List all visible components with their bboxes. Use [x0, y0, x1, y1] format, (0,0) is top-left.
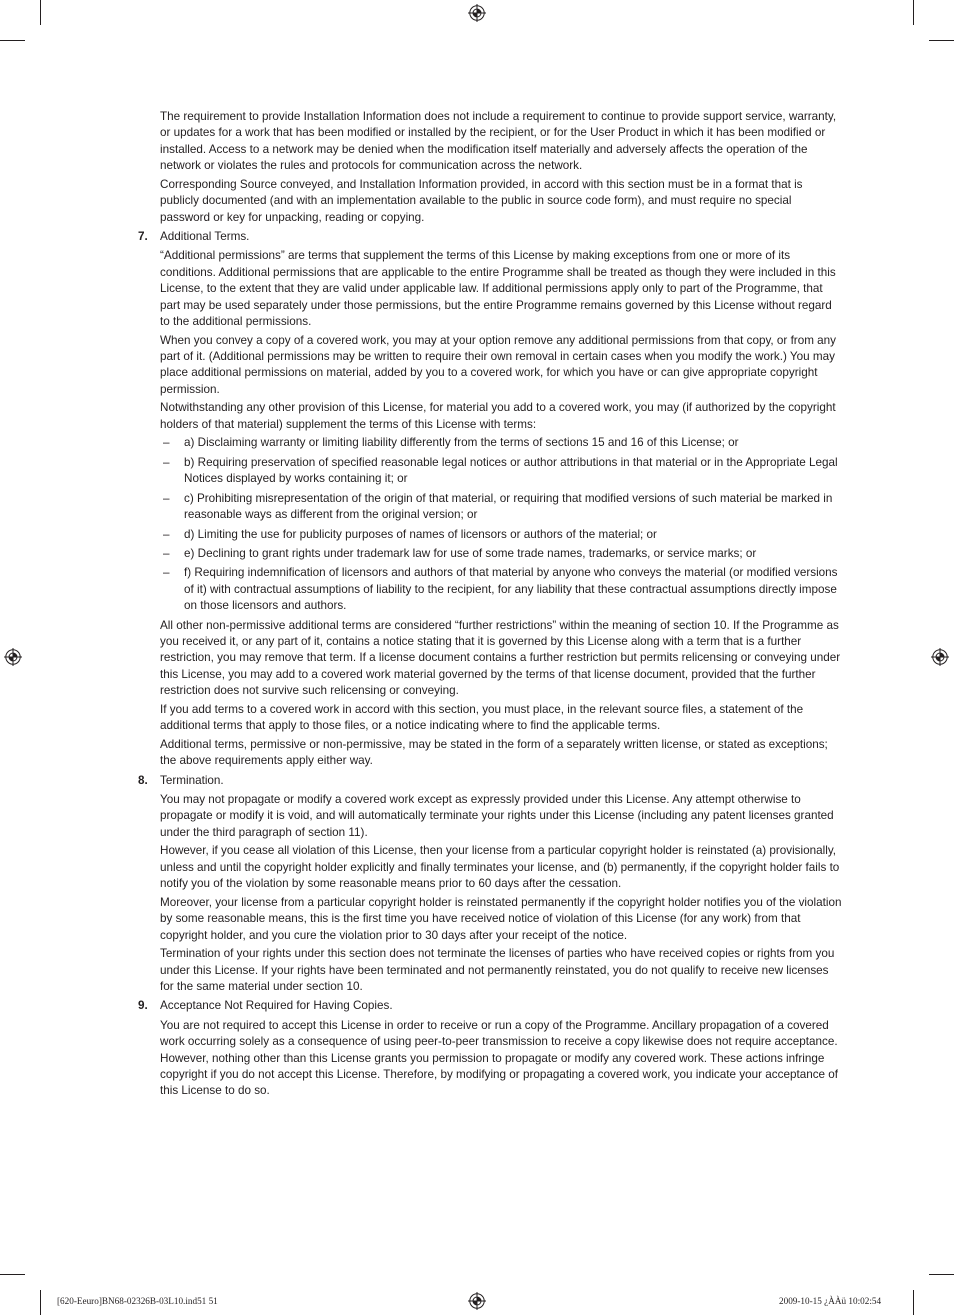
- section-7-paragraph: If you add terms to a covered work in accord with this section, you must place, in the relevant source files, a statement of the additional terms that apply to those files, or a notice indicating where to find the applicable terms.: [160, 702, 804, 733]
- registration-target-icon: [468, 4, 486, 22]
- crop-mark-bottom-left: [40, 1290, 41, 1315]
- registration-target-icon: [4, 648, 22, 666]
- section-8-paragraph: Termination of your rights under this section does not terminate the licenses of parties who have received copies or rights from you under this License. If your rights have been terminated and not permanently reinstated, you do not qualify to receive new licenses for the same material under section 10.: [160, 947, 835, 993]
- terms-list-item-text: d) Limiting the use for publicity purposes of names of licensors or authors of the material; or: [184, 527, 657, 541]
- crop-mark-bottom-left: [0, 1274, 25, 1275]
- section-number: 7.: [138, 230, 148, 244]
- terms-list-item-text: f) Requiring indemnification of licensors and authors of that material by anyone who conveys the material (or modified versions of it) with contractual assumptions of liability to the recipient, for any liability that these contractual assumptions directly impose on those licensors and authors.: [184, 566, 838, 613]
- section-8-paragraph: Moreover, your license from a particular copyright holder is reinstated permanently if the copyright holder notifies you of the violation by some reasonable means, this is the first time you have received notice of violation of this License (for any work) from that copyright holder, and you cure the violation prior to 30 days after your receipt of the notice.: [160, 895, 842, 942]
- terms-list-item-text: b) Requiring preservation of specified reasonable legal notices or author attributions in that material or in the Appropriate Legal Notices displayed by works containing it; or: [184, 455, 838, 486]
- crop-mark-bottom-right: [929, 1274, 954, 1275]
- terms-list-item: [160, 527, 844, 543]
- section-7-paragraph: When you convey a copy of a covered work, you may at your option remove any additional permissions from that copy, or from any part of it. (Additional permissions may be written to require their own removal in certain cases when you modify the work.) You may place additional permissions on material, added by you to a covered work, for which you have or can give appropriate copyright permission.: [160, 333, 837, 396]
- section-7-paragraph: All other non-permissive additional terms are considered “further restrictions” within the meaning of section 10. If the Programme as you received it, or any part of it, contains a notice stating that it is governed by this License along with a term that is a further restriction, you may remove that term. If a license document contains a further restriction but permits relicensing or conveying under this License, you may add to a covered work material governed by the terms of that license document, provided that the further restriction does not survive such relicensing or conveying.: [160, 618, 841, 698]
- terms-list-item-text: e) Declining to grant rights under trademark law for use of some trade names, trademarks, or service marks; or: [184, 546, 757, 560]
- terms-list-item: [160, 546, 844, 562]
- section-9-paragraph: You are not required to accept this License in order to receive or run a copy of the Programme. Ancillary propagation of a covered work occurring solely as a consequence of using peer-to-peer transmission to receive a copy likewise does not require acceptance. However, nothing other than this License grants you permission to propagate or modify any covered work. These actions infringe copyright if you do not accept this License. Therefore, by modifying or propagating a covered work, you indicate your acceptance of this License to do so.: [160, 1018, 839, 1098]
- dash-bullet: –: [163, 491, 170, 505]
- section-7-paragraph: Additional terms, permissive or non-permissive, may be stated in the form of a separately written license, or stated as exceptions; the above requirements apply either way.: [160, 737, 828, 768]
- dash-bullet: –: [163, 455, 170, 469]
- section-title: Additional Terms.: [160, 230, 250, 244]
- section-8-paragraph: You may not propagate or modify a covered work except as expressly provided under this License. Any attempt otherwise to propagate or modify it is void, and will automatically terminate your rights under this License (including any patent licenses granted under the third paragraph of section 11).: [160, 792, 834, 839]
- section-7-heading: [138, 229, 844, 245]
- terms-list-item-text: a) Disclaiming warranty or limiting liability differently from the terms of sections 15 and 16 of this License; or: [184, 436, 739, 450]
- crop-mark-bottom-right: [913, 1290, 914, 1315]
- section-7-paragraph: “Additional permissions” are terms that supplement the terms of this License by making exceptions from one or more of its conditions. Additional permissions that are applicable to the entire Programme shall be treated as though they were included in this License, to the extent that they are valid under applicable law. If additional permissions apply only to part of the Programme, that part may be used separately under those permissions, but the entire Programme remains governed by this License without regard to the additional permissions.: [160, 249, 836, 329]
- terms-list-item: [160, 435, 844, 451]
- print-slug-filename: [620-Eeuro]BN68-02326B-03L10.ind51 51: [57, 1296, 218, 1306]
- section-title: Acceptance Not Required for Having Copies.: [160, 999, 393, 1013]
- license-text-body: [138, 109, 844, 1102]
- print-slug-timestamp: 2009-10-15 ¿ÀÀü 10:02:54: [779, 1296, 882, 1306]
- intro-paragraph: Corresponding Source conveyed, and Installation Information provided, in accord with this section must be in a format that is publicly documented (and with an implementation available to the public in source code form), and must require no special password or key for unpacking, reading or copying.: [160, 177, 803, 224]
- crop-mark-top-right: [913, 0, 914, 25]
- section-number: 9.: [138, 999, 148, 1013]
- intro-paragraph: The requirement to provide Installation Information does not include a requirement to continue to provide support service, warranty, or updates for a work that has been modified or installed by the recipient, or for the User Product in which it has been modified or installed. Access to a network may be denied when the modification itself materially and adversely affects the operation of the network or violates the rules and protocols for communication across the network.: [160, 110, 837, 173]
- dash-bullet: –: [163, 527, 170, 541]
- section-number: 8.: [138, 773, 148, 787]
- terms-list-item: [160, 565, 844, 614]
- section-7-paragraph: Notwithstanding any other provision of this License, for material you add to a covered work, you may (if authorized by the copyright holders of that material) supplement the terms of this License with terms:: [160, 401, 836, 431]
- registration-target-icon: [931, 648, 949, 666]
- crop-mark-top-left: [0, 40, 25, 41]
- crop-mark-top-right: [929, 40, 954, 41]
- crop-mark-top-left: [40, 0, 41, 25]
- section-8-heading: [138, 773, 844, 789]
- dash-bullet: –: [163, 436, 170, 450]
- terms-list-item: [160, 455, 844, 488]
- section-8-paragraph: However, if you cease all violation of this License, then your license from a particular copyright holder is reinstated (a) provisionally, unless and until the copyright holder explicitly and finally terminates your license, and (b) permanently, if the copyright holder fails to notify you of the violation by some reasonable means prior to 60 days after the cessation.: [160, 844, 840, 891]
- dash-bullet: –: [163, 546, 170, 560]
- section-title: Termination.: [160, 773, 224, 787]
- dash-bullet: –: [163, 566, 170, 580]
- terms-list-item-text: c) Prohibiting misrepresentation of the origin of that material, or requiring that modified versions of such material be marked in reasonable ways as different from the original version; or: [184, 491, 833, 522]
- registration-target-icon: [468, 1292, 486, 1310]
- terms-list-item: [160, 491, 844, 524]
- section-9-heading: [138, 998, 844, 1014]
